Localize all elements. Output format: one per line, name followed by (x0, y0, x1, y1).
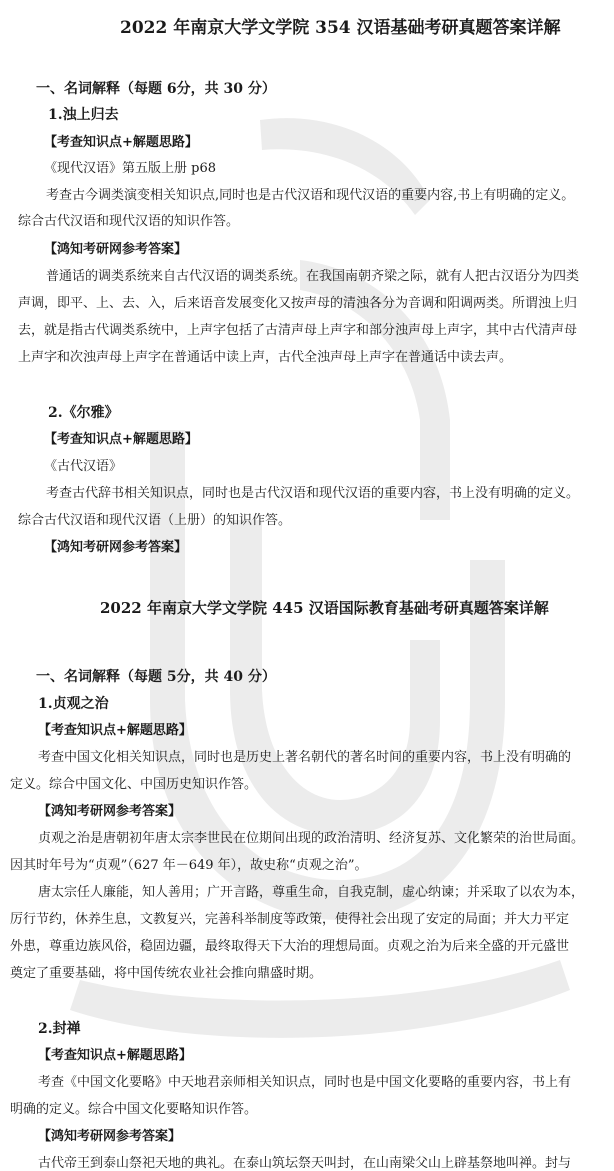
doc2-title: 2022 年南京大学文学院 445 汉语国际教育基础考研真题答案详解 (100, 599, 549, 617)
doc2-item2-answer-label: 【鸿知考研网参考答案】 (38, 1129, 182, 1144)
doc1-item1-answer-line: 普通话的调类系统来自古代汉语的调类系统。在我国南朝齐梁之际，就有人把古汉语分为四类 (46, 269, 580, 284)
doc1-item2-heading: 2.《尔雅》 (48, 405, 119, 421)
doc2-item1-answer-line: 奠定了重要基础，将中国传统农业社会推向鼎盛时期。 (10, 966, 323, 981)
doc1-item2-points-label: 【考查知识点+解题思路】 (44, 432, 198, 447)
doc2-item2-answer-line: 古代帝王到泰山祭祀天地的典礼。在泰山筑坛祭天叫封，在山南梁父山上辟基祭地叫禅。封与 (38, 1156, 572, 1171)
doc2-item2-explain-line: 考查《中国文化要略》中天地君亲师相关知识点，同时也是中国文化要略的重要内容，书上有 (38, 1075, 572, 1090)
doc2-item1-answer-line: 唐太宗任人廉能，知人善用；广开言路，尊重生命，自我克制，虚心纳谏；并采取了以农为本， (38, 885, 585, 900)
doc1-item2-explain-line: 考查古代辞书相关知识点，同时也是古代汉语和现代汉语的重要内容，书上没有明确的定义。 (46, 486, 580, 501)
doc2-item1-answer-line: 厉行节约，休养生息，文教复兴，完善科举制度等政策，使得社会出现了安定的局面；并大力平定 (10, 912, 570, 927)
doc1-item1-answer-label: 【鸿知考研网参考答案】 (44, 242, 188, 257)
doc2-item1-answer-line: 因其时年号为“贞观”（627 年－649 年），故史称“贞观之治”。 (10, 858, 368, 873)
doc2-item1-answer-line: 贞观之治是唐朝初年唐太宗李世民在位期间出现的政治清明、经济复苏、文化繁荣的治世局面。 (38, 831, 585, 846)
doc1-section-heading: 一、名词解释（每题 6分，共 30 分） (36, 81, 276, 97)
doc2-item1-explain-line: 考查中国文化相关知识点，同时也是历史上著名朝代的著名时间的重要内容，书上没有明确的 (38, 750, 572, 765)
doc1-item1-points-label: 【考查知识点+解题思路】 (44, 135, 198, 150)
doc1-item1-reference: 《现代汉语》第五版上册 p68 (44, 161, 216, 176)
doc2-item2-explain-line: 明确的定义。综合中国文化要略知识作答。 (10, 1102, 258, 1117)
doc1-item1-answer-line: 上声字和次浊声母上声字在普通话中读上声，古代全浊声母上声字在普通话中读去声。 (18, 350, 513, 365)
doc2-item2-heading: 2.封禅 (38, 1021, 81, 1037)
doc2-item1-points-label: 【考查知识点+解题思路】 (38, 723, 192, 738)
doc1-item2-explain-line: 综合古代汉语和现代汉语（上册）的知识作答。 (18, 513, 292, 528)
doc2-item1-explain-line: 定义。综合中国文化、中国历史知识作答。 (10, 777, 258, 792)
doc1-item1-heading: 1.浊上归去 (48, 107, 119, 123)
doc2-item1-answer-label: 【鸿知考研网参考答案】 (38, 804, 182, 819)
doc2-item2-points-label: 【考查知识点+解题思路】 (38, 1048, 192, 1063)
doc2-item1-heading: 1.贞观之治 (38, 696, 109, 712)
doc2-section-heading: 一、名词解释（每题 5分，共 40 分） (36, 669, 276, 685)
doc1-item1-answer-line: 声调，即平、上、去、入，后来语音发展变化又按声母的清浊各分为音调和阳调两类。所谓浊上归 (18, 296, 578, 311)
doc1-item1-explain-line: 考查古今调类演变相关知识点,同时也是古代汉语和现代汉语的重要内容,书上有明确的定义。 (46, 188, 575, 203)
doc1-item2-answer-label: 【鸿知考研网参考答案】 (44, 540, 188, 555)
doc1-title: 2022 年南京大学文学院 354 汉语基础考研真题答案详解 (120, 18, 561, 38)
doc2-item1-answer-line: 外患，尊重边族风俗，稳固边疆，最终取得天下大治的理想局面。贞观之治为后来全盛的开元盛世 (10, 939, 570, 954)
doc1-item1-explain-line: 综合古代汉语和现代汉语的知识作答。 (18, 214, 240, 229)
doc1-item1-answer-line: 去，就是指古代调类系统中，上声字包括了古清声母上声字和部分浊声母上声字，其中古代清声母 (18, 323, 578, 338)
doc1-item2-reference: 《古代汉语》 (44, 459, 123, 474)
